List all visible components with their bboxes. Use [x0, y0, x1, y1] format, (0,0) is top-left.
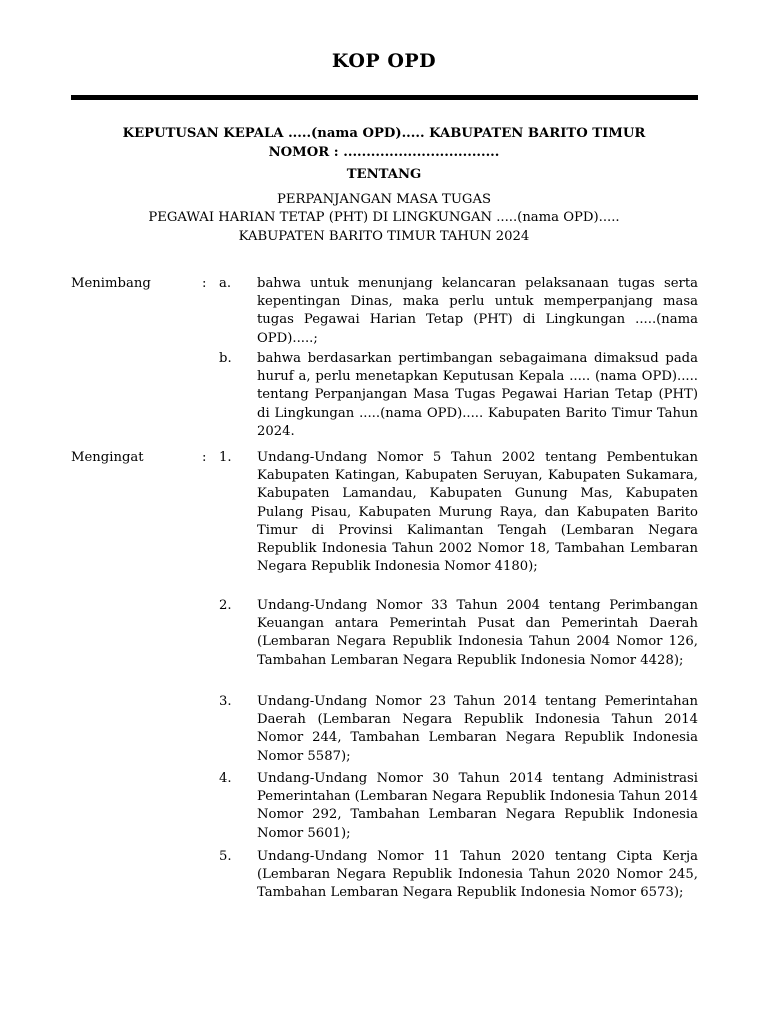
- subject-line-1: PERPANJANGAN MASA TUGAS: [276, 192, 492, 207]
- menimbang-item-a: bahwa untuk menunjang kelancaran pelaksanaan tugas serta kepentingan Dinas, maka perlu untuk memperpanjang masa tugas Pegawai Harian Tetap (PHT) di Lingkungan .....(nama OPD).....;: [257, 276, 698, 346]
- tentang-heading: TENTANG: [346, 167, 422, 182]
- menimbang-item-b: bahwa berdasarkan pertimbangan sebagaimana dimaksud pada huruf a, perlu menetapkan Keputusan Kepala ..... (nama OPD)..... tentang Perpanjangan Masa Tugas Pegawai Harian Tetap (PHT) di Lingkungan .....(nama OPD)..... Kabupaten Barito Timur Tahun 2024.: [257, 351, 698, 439]
- mengingat-marker-3: 3.: [219, 694, 232, 709]
- mengingat-item-3: Undang-Undang Nomor 23 Tahun 2014 tentang Pemerintahan Daerah (Lembaran Negara Republik Indonesia Tahun 2014 Nomor 244, Tambahan Lembaran Negara Republik Indonesia Nomor 5587);: [257, 694, 698, 764]
- decree-title: KEPUTUSAN KEPALA .....(nama OPD)..... KABUPATEN BARITO TIMUR: [122, 126, 646, 141]
- menimbang-marker-a: a.: [219, 276, 232, 291]
- mengingat-colon: :: [202, 450, 207, 465]
- mengingat-item-5: Undang-Undang Nomor 11 Tahun 2020 tentang Cipta Kerja (Lembaran Negara Republik Indonesia Tahun 2020 Nomor 245, Tambahan Lembaran Negara Republik Indonesia Nomor 6573);: [257, 849, 698, 901]
- menimbang-label: Menimbang: [71, 276, 151, 291]
- header-rule: [71, 95, 698, 100]
- subject-line-3: KABUPATEN BARITO TIMUR TAHUN 2024: [238, 229, 530, 244]
- decree-number: NOMOR : ..................................: [268, 145, 500, 160]
- mengingat-marker-1: 1.: [219, 450, 232, 465]
- mengingat-item-4: Undang-Undang Nomor 30 Tahun 2014 tentang Administrasi Pemerintahan (Lembaran Negara Republik Indonesia Tahun 2014 Nomor 292, Tambahan Lembaran Negara Republik Indonesia Nomor 5601);: [257, 771, 699, 841]
- mengingat-marker-4: 4.: [219, 771, 232, 786]
- menimbang-marker-b: b.: [219, 351, 232, 366]
- mengingat-marker-2: 2.: [219, 598, 232, 613]
- mengingat-marker-5: 5.: [219, 849, 232, 864]
- mengingat-item-2: Undang-Undang Nomor 33 Tahun 2004 tentang Perimbangan Keuangan antara Pemerintah Pusat dan Pemerintah Daerah (Lembaran Negara Republik Indonesia Tahun 2004 Nomor 126, Tambahan Lembaran Negara Republik Indonesia Nomor 4428);: [257, 598, 698, 668]
- mengingat-label: Mengingat: [71, 450, 144, 465]
- menimbang-colon: :: [202, 276, 207, 291]
- kop-opd-title: KOP OPD: [331, 50, 437, 72]
- subject-line-2: PEGAWAI HARIAN TETAP (PHT) DI LINGKUNGAN .....(nama OPD).....: [148, 210, 620, 225]
- mengingat-item-1: Undang-Undang Nomor 5 Tahun 2002 tentang Pembentukan Kabupaten Katingan, Kabupaten Seruyan, Kabupaten Sukamara, Kabupaten Lamandau, Kabupaten Gunung Mas, Kabupaten Pulang Pisau, Kabupaten Murung Raya, dan Kabupaten Barito Timur di Provinsi Kalimantan Tengah (Lembaran Negara Republik Indonesia Tahun 2002 Nomor 18, Tambahan Lembaran Negara Republik Indonesia Nomor 4180);: [257, 450, 698, 575]
